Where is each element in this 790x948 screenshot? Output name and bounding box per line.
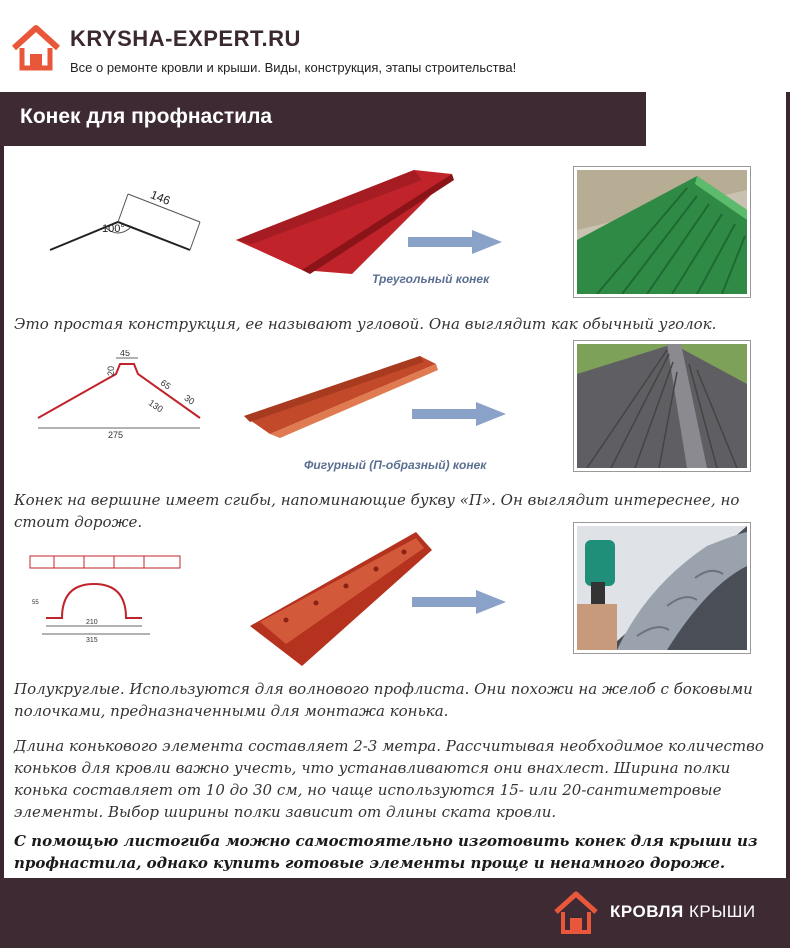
dim-65: 65 <box>158 377 173 392</box>
brand-thin: КРЫШИ <box>688 902 756 921</box>
paragraph-length-line3: конька составляет от 10 до 30 см, но чаще используются 15- или 20-сантиметровые <box>14 781 722 799</box>
dim-55: 55 <box>32 600 39 606</box>
title-bar <box>0 92 646 146</box>
site-name[interactable]: KRYSHA-EXPERT.RU <box>70 26 301 51</box>
footer-brand[interactable] <box>610 902 756 922</box>
text-u-shaped-line2: стоит дороже. <box>14 513 143 531</box>
text-triangular: Это простая конструкция, ее называют угловой. Она выглядит как обычный уголок. <box>14 315 717 333</box>
paragraph-bender-line1: С помощью листогиба можно самостоятельно изготовить конек для крыши из <box>14 832 758 850</box>
triangular-ridge-render <box>232 166 454 276</box>
arrow-right-icon <box>412 402 508 426</box>
triangular-ridge-diagram <box>40 180 210 260</box>
u-shaped-ridge-diagram <box>30 350 210 440</box>
page-title: Конек для профнастила <box>20 105 273 128</box>
photo-green-roof <box>573 166 751 298</box>
angle-100: 100° <box>102 223 125 235</box>
dim-210: 210 <box>86 619 98 626</box>
brand-bold: КРОВЛЯ <box>610 902 684 921</box>
house-logo-icon <box>10 22 62 74</box>
photo-installation <box>573 522 751 654</box>
dim-130: 130 <box>146 397 165 415</box>
semicircular-ridge-render <box>246 530 434 668</box>
header <box>0 0 790 92</box>
text-semicircular-line1: Полукруглые. Используются для волнового профлиста. Они похожи на желоб с боковыми <box>14 680 753 698</box>
arrow-right-icon <box>408 230 504 254</box>
text-u-shaped-line1: Конек на вершине имеет сгибы, напоминающие букву «П». Он выглядит интереснее, но <box>14 491 740 509</box>
text-semicircular-line2: полочками, предназначенными для монтажа конька. <box>14 702 449 720</box>
dim-30: 30 <box>182 392 197 407</box>
dim-45: 45 <box>120 350 131 358</box>
dim-146: 146 <box>148 187 173 208</box>
footer <box>0 878 790 948</box>
site-tagline: Все о ремонте кровли и крыши. Виды, конструкция, этапы строительства! <box>70 60 517 75</box>
dim-315: 315 <box>86 637 98 644</box>
dim-275: 275 <box>108 430 124 440</box>
paragraph-bender-line2: профнастила, однако купить готовые элементы проще и ненамного дороже. <box>14 854 726 872</box>
caption-triangular: Треугольный конек <box>372 272 490 286</box>
semicircular-ridge-diagram <box>24 548 184 644</box>
u-shaped-ridge-render <box>240 350 440 440</box>
dim-20: 20 <box>106 365 116 376</box>
caption-u-shaped: Фигурный (П-образный) конек <box>304 458 487 472</box>
photo-gray-roof <box>573 340 751 472</box>
paragraph-length-line4: элементы. Выбор ширины полки зависит от длины ската кровли. <box>14 803 557 821</box>
arrow-right-icon <box>412 590 508 614</box>
house-logo-icon <box>552 888 600 938</box>
paragraph-length-line2: коньков для кровли важно учесть, что устанавливаются они внахлест. Ширина полки <box>14 759 731 777</box>
paragraph-length-line1: Длина конькового элемента составляет 2-3 метра. Рассчитывая необходимое количество <box>14 737 764 755</box>
